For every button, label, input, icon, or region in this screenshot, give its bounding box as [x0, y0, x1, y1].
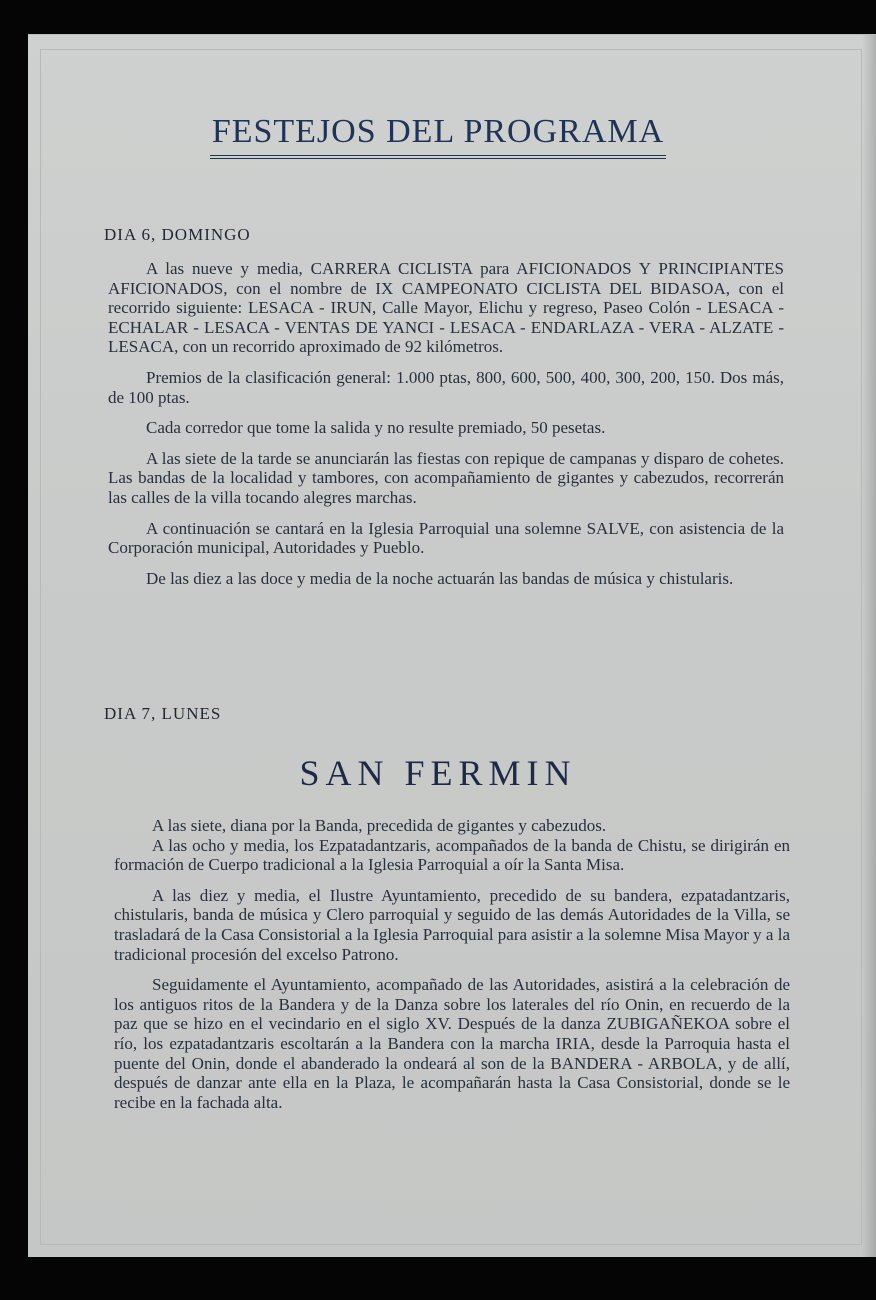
day-6-paragraph-prizes: Premios de la clasificación general: 1.000 ptas, 800, 600, 500, 400, 300, 200, 150. Dos más, de 100 ptas. — [108, 367, 784, 407]
day-6-paragraph-riders: Cada corredor que tome la salida y no resulte premiado, 50 pesetas. — [146, 418, 606, 438]
page-fold-shadow — [862, 35, 876, 1257]
day-6-paragraph-music: De las diez a las doce y media de la noche actuarán las bandas de música y chistularis. — [146, 568, 734, 588]
day-7-paragraph-diana: A las siete, diana por la Banda, precedida de gigantes y cabezudos. — [152, 816, 607, 835]
day-6-paragraph-salve: A continuación se cantará en la Iglesia Parroquial una solemne SALVE, con asistencia de la Corporación municipal, Autoridades y Pueblo. — [108, 518, 784, 558]
day-7-text — [114, 816, 790, 1123]
day-7-paragraph-procession: A las diez y media, el Ilustre Ayuntamiento, precedido de su bandera, ezpatadantzaris, chistularis, banda de música y Clero parroquial y seguido de las demás Autoridades de la Villa, se trasladará de la Casa Consistorial a la Iglesia Parroquial para asistir a la solemne Misa Mayor y a la tradicional procesión del excelso Patrono. — [114, 885, 790, 964]
day-6-paragraph-announcement: A las siete de la tarde se anunciarán las fiestas con repique de campanas y disparo de cohetes. Las bandas de la localidad y tambores, con acompañamiento de gigantes y cabezudos, recorrerán las calles de la villa tocando alegres marchas. — [108, 448, 784, 507]
day-6-paragraph-race: A las nueve y media, CARRERA CICLISTA para AFICIONADOS Y PRINCIPIANTES AFICIONADOS, con el nombre de IX CAMPEONATO CICLISTA DEL BIDASOA, con el recorrido siguiente: LESACA - IRUN, Calle Mayor, Elichu y regreso, Paseo Colón - LESACA - ECHALAR - LESACA - VENTAS DE YANCI - LESACA - ENDARLAZA - VERA - ALZATE - LESACA, con un recorrido aproximado de 92 kilómetros. — [108, 259, 784, 357]
day-6-heading: DIA 6, DOMINGO — [104, 225, 251, 244]
day-6-text — [108, 259, 784, 599]
day-7-paragraph-mass: A las ocho y media, los Ezpatadantzaris, acompañados de la banda de Chistu, se dirigirán en formación de Cuerpo tradicional a la Iglesia Parroquial a oír la Santa Misa. — [114, 835, 790, 875]
day-7-heading: DIA 7, LUNES — [104, 704, 222, 723]
day-7-paragraph-rites: Seguidamente el Ayuntamiento, acompañado de las Autoridades, asistirá a la celebración de los antiguos ritos de la Bandera y de la Danza sobre los laterales del río Onin, en recuerdo de la paz que se hizo en el vecindario en el siglo XV. Después de la danza ZUBIGAÑEKOA sobre el río, los ezpatadantzaris escoltarán a la Bandera con la marcha IRIA, desde la Parroquia hasta el puente del Onin, donde el abanderado la ondeará al son de la BANDERA - ARBOLA, y de allí, después de danzar ante ella en la Plaza, le acompañarán hasta la Casa Consistorial, donde se le recibe en la fachada alta. — [114, 975, 790, 1112]
san-fermin-title: SAN FERMIN — [299, 753, 577, 793]
page-title — [0, 113, 876, 159]
page-title-text: FESTEJOS DEL PROGRAMA — [210, 113, 666, 159]
